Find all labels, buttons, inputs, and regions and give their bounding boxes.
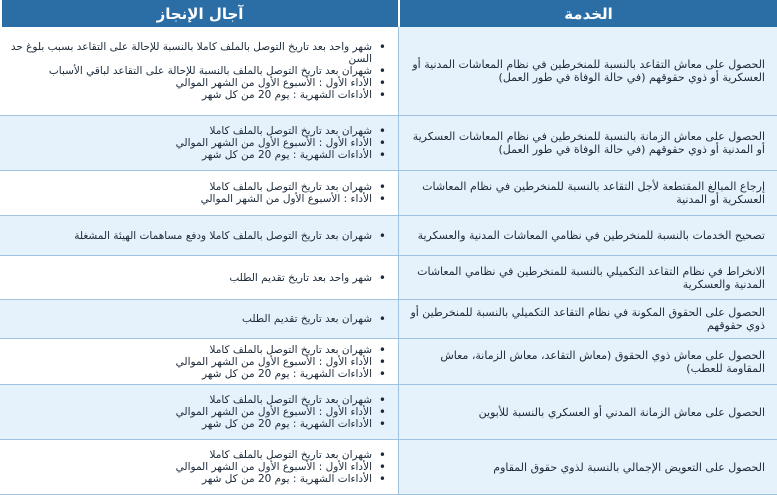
deadline-item: • شهران بعد تاريخ التوصل بالملف كاملا [6, 344, 372, 356]
deadline-item: • شهران بعد تاريخ التوصل بالملف بالنسبة للإحالة على التقاعد لباقي الأسباب [6, 65, 372, 77]
deadline-item: • الأداءات الشهرية : يوم 20 من كل شهر [6, 89, 372, 101]
service-cell: الانخراط في نظام التقاعد التكميلي بالنسبة للمنخرطين في نظامي المعاشات المدنية والعسكرية [398, 256, 777, 300]
deadlines-list [6, 230, 388, 242]
deadline-item: • الأداء الأول : الأسبوع الأول من الشهر الموالي [6, 356, 372, 368]
deadline-item: • الأداءات الشهرية : يوم 20 من كل شهر [6, 473, 372, 485]
service-cell: الحصول على معاش الزمانة المدني أو العسكري بالنسبة للأبوين [398, 385, 777, 440]
deadlines-cell [0, 256, 398, 300]
deadline-item: • شهران بعد تاريخ التوصل بالملف كاملا [6, 394, 372, 406]
header-deadlines: آجال الإنجاز [0, 0, 398, 27]
deadline-item: • الأداء الأول : الأسبوع الأول من الشهر الموالي [6, 461, 372, 473]
deadlines-cell [0, 116, 398, 171]
deadline-item: • شهران بعد تاريخ التوصل بالملف كاملا [6, 125, 372, 137]
deadline-item: • الأداء الأول : الأسبوع الأول من الشهر الموالي [6, 77, 372, 89]
service-cell: تصحيح الخدمات بالنسبة للمنخرطين في نظامي المعاشات المدنية والعسكرية [398, 216, 777, 256]
deadline-item: • شهران بعد تاريخ تقديم الطلب [6, 313, 372, 325]
deadlines-cell [0, 171, 398, 216]
service-cell: الحصول على معاش الزمانة بالنسبة للمنخرطين في نظام المعاشات العسكرية أو المدنية أو ذوي حقوقهم (في حالة الوفاة في طور العمل) [398, 116, 777, 171]
deadline-item: • الأداءات الشهرية : يوم 20 من كل شهر [6, 418, 372, 430]
service-cell: إرجاع المبالغ المقتطعة لأجل التقاعد بالنسبة للمنخرطين في نظام المعاشات العسكرية أو المدنية [398, 171, 777, 216]
header-service: الخدمة [398, 0, 777, 27]
deadlines-cell [0, 300, 398, 339]
deadline-item: • الأداء الأول : الأسبوع الأول من الشهر الموالي [6, 406, 372, 418]
deadlines-cell [0, 216, 398, 256]
deadlines-list [6, 181, 388, 205]
deadlines-list [6, 272, 388, 284]
deadlines-list [6, 41, 388, 101]
deadlines-cell [0, 440, 398, 495]
deadlines-list [6, 344, 388, 380]
deadline-item: • شهر واحد بعد تاريخ تقديم الطلب [6, 272, 372, 284]
deadlines-list [6, 313, 388, 325]
deadlines-list [6, 449, 388, 485]
deadlines-cell [0, 27, 398, 116]
deadlines-cell [0, 385, 398, 440]
deadline-item: • شهران بعد تاريخ التوصل بالملف كاملا [6, 181, 372, 193]
deadlines-list [6, 125, 388, 161]
service-cell: الحصول على التعويض الإجمالي بالنسبة لذوي حقوق المقاوم [398, 440, 777, 495]
service-cell: الحصول على الحقوق المكونة في نظام التقاعد التكميلي بالنسبة للمنخرطين أو ذوي حقوقهم [398, 300, 777, 339]
deadline-item: • الأداء الأول : الأسبوع الأول من الشهر الموالي [6, 137, 372, 149]
deadline-item: • شهران بعد تاريخ التوصل بالملف كاملا ودفع مساهمات الهيئة المشغلة [6, 230, 372, 242]
deadline-item: • شهر واحد بعد تاريخ التوصل بالملف كاملا بالنسبة للإحالة على التقاعد بسبب بلوغ حد السن [6, 41, 372, 65]
deadline-item: • الأداءات الشهرية : يوم 20 من كل شهر [6, 368, 372, 380]
deadline-item: • الأداء : الأسبوع الأول من الشهر الموالي [6, 193, 372, 205]
deadlines-cell [0, 339, 398, 385]
service-cell: الحصول على معاش التقاعد بالنسبة للمنخرطين في نظام المعاشات المدنية أو العسكرية أو ذوي حقوقهم (في حالة الوفاة في طور العمل) [398, 27, 777, 116]
deadlines-list [6, 394, 388, 430]
deadline-item: • شهران بعد تاريخ التوصل بالملف كاملا [6, 449, 372, 461]
deadline-item: • الأداءات الشهرية : يوم 20 من كل شهر [6, 149, 372, 161]
service-cell: الحصول على معاش ذوي الحقوق (معاش التقاعد، معاش الزمانة، معاش المقاومة للعطب) [398, 339, 777, 385]
